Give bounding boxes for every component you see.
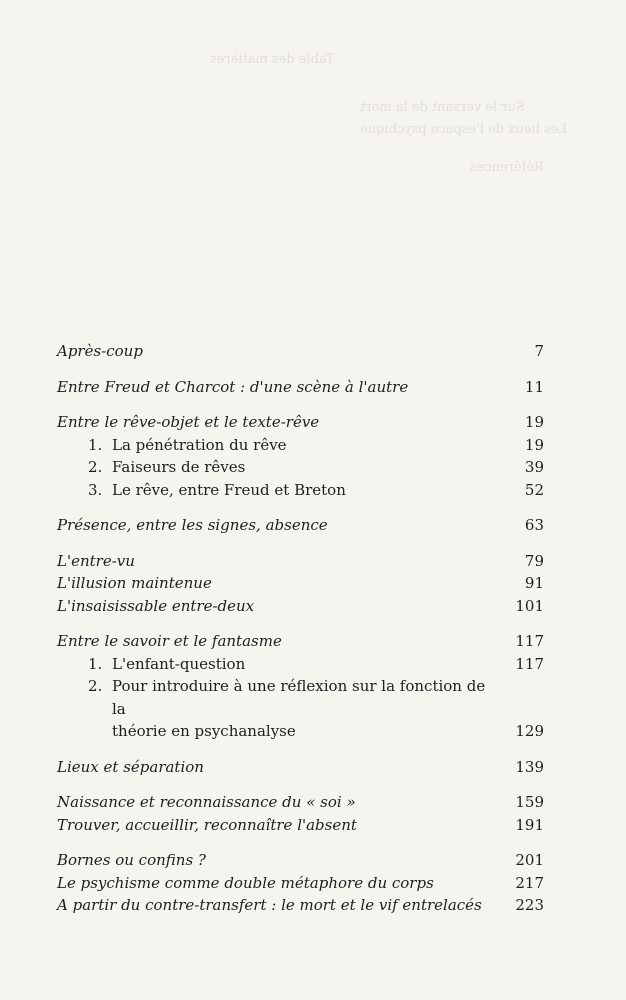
toc-group: [57, 514, 544, 537]
toc-subentry-title-wrap: [57, 456, 514, 479]
toc-subentry[interactable]: [57, 675, 544, 743]
toc-entry-page: 201: [515, 851, 544, 869]
toc-entry-title: Bornes ou confins ?: [57, 851, 206, 869]
toc-entry[interactable]: [57, 894, 544, 917]
toc-entry-title: L'entre-vu: [57, 551, 135, 570]
toc-entry[interactable]: [57, 572, 544, 595]
toc-entry[interactable]: [57, 630, 544, 653]
table-of-contents: [57, 340, 544, 930]
toc-subentry-number: 2.: [88, 677, 103, 695]
toc-entry-title: Naissance et reconnaissance du « soi »: [57, 793, 356, 811]
toc-entry-page: 223: [515, 896, 544, 914]
toc-entry[interactable]: [57, 376, 544, 399]
toc-entry-title: Entre le savoir et le fantasme: [57, 632, 282, 650]
toc-entry-page: 139: [515, 757, 544, 776]
toc-entry-title: Entre le rêve-objet et le texte-rêve: [57, 413, 320, 431]
toc-group: [57, 849, 544, 917]
toc-entry-title: Après-coup: [57, 342, 143, 360]
toc-entry-title: L'insaisissable entre-deux: [57, 596, 255, 615]
toc-subentry-title-wrap: [57, 675, 514, 743]
toc-entry-page: 19: [524, 413, 544, 431]
toc-entry-page: 117: [515, 632, 544, 650]
toc-subentry-page: 129: [515, 722, 544, 740]
toc-group: [57, 791, 544, 836]
toc-subentry-title: Faiseurs de rêves: [112, 458, 246, 476]
toc-subentry-number: 1.: [88, 435, 103, 454]
toc-entry[interactable]: [57, 756, 544, 779]
toc-entry-page: 79: [524, 551, 544, 570]
toc-entry-title: Lieux et séparation: [57, 757, 204, 776]
toc-group: [57, 340, 544, 363]
toc-entry[interactable]: [57, 849, 544, 872]
toc-subentry-title-wrap: [57, 434, 514, 457]
toc-subentry-number: 1.: [88, 654, 103, 673]
toc-entry-page: 159: [515, 793, 544, 811]
toc-subentry-page: 52: [524, 480, 544, 499]
toc-entry[interactable]: [57, 514, 544, 537]
toc-entry[interactable]: [57, 814, 544, 837]
toc-subentry-title: Pour introduire à une réflexion sur la fonction de la: [112, 677, 486, 718]
toc-group: [57, 376, 544, 399]
toc-subentry-title: L'enfant-question: [112, 654, 246, 673]
ghost-line-3: Références: [470, 160, 544, 175]
ghost-line-1: Sur le versant de la mort: [360, 100, 525, 115]
toc-entry-title: Présence, entre les signes, absence: [57, 516, 328, 534]
toc-entry-page: 217: [515, 873, 544, 892]
toc-subentry-page: 19: [524, 435, 544, 454]
toc-entry-title: Le psychisme comme double métaphore du corps: [57, 873, 434, 892]
toc-entry-page: 11: [524, 377, 544, 396]
toc-subentry-title: La pénétration du rêve: [112, 435, 287, 454]
toc-subentry-title-block: [112, 675, 494, 743]
ghost-header: Table des matières: [210, 52, 335, 67]
toc-subentry-title-wrap: [57, 479, 514, 502]
toc-entry-page: 7: [534, 342, 544, 360]
toc-subentry-number: 3.: [88, 480, 103, 499]
toc-entry[interactable]: [57, 791, 544, 814]
toc-entry-page: 101: [515, 596, 544, 615]
toc-entry[interactable]: [57, 595, 544, 618]
toc-entry-page: 91: [524, 574, 544, 592]
toc-subentry[interactable]: [57, 434, 544, 457]
toc-group: [57, 630, 544, 743]
toc-group: [57, 550, 544, 618]
toc-group: [57, 411, 544, 501]
toc-entry-title: L'illusion maintenue: [57, 574, 212, 592]
toc-subentry-title: Le rêve, entre Freud et Breton: [112, 480, 346, 499]
toc-entry-page: 63: [524, 516, 544, 534]
toc-entry[interactable]: [57, 340, 544, 363]
toc-group: [57, 756, 544, 779]
toc-subentry[interactable]: [57, 456, 544, 479]
toc-subentry-title-wrap: [57, 653, 514, 676]
toc-entry[interactable]: [57, 550, 544, 573]
toc-entry[interactable]: [57, 872, 544, 895]
toc-subentry[interactable]: [57, 479, 544, 502]
toc-subentry-number: 2.: [88, 458, 103, 476]
toc-entry[interactable]: [57, 411, 544, 434]
toc-subentry-title-line2: théorie en psychanalyse: [112, 722, 296, 740]
ghost-line-2: Les lieux de l'espace psychique: [360, 122, 567, 137]
toc-entry-title: A partir du contre-transfert : le mort et le vif entrelacés: [57, 896, 482, 914]
toc-subentry-page: 39: [524, 458, 544, 476]
toc-subentry-page: 117: [515, 654, 544, 673]
toc-subentry[interactable]: [57, 653, 544, 676]
toc-entry-title: Trouver, accueillir, reconnaître l'absent: [57, 815, 357, 834]
toc-entry-title: Entre Freud et Charcot : d'une scène à l'autre: [57, 377, 409, 396]
toc-entry-page: 191: [515, 815, 544, 834]
